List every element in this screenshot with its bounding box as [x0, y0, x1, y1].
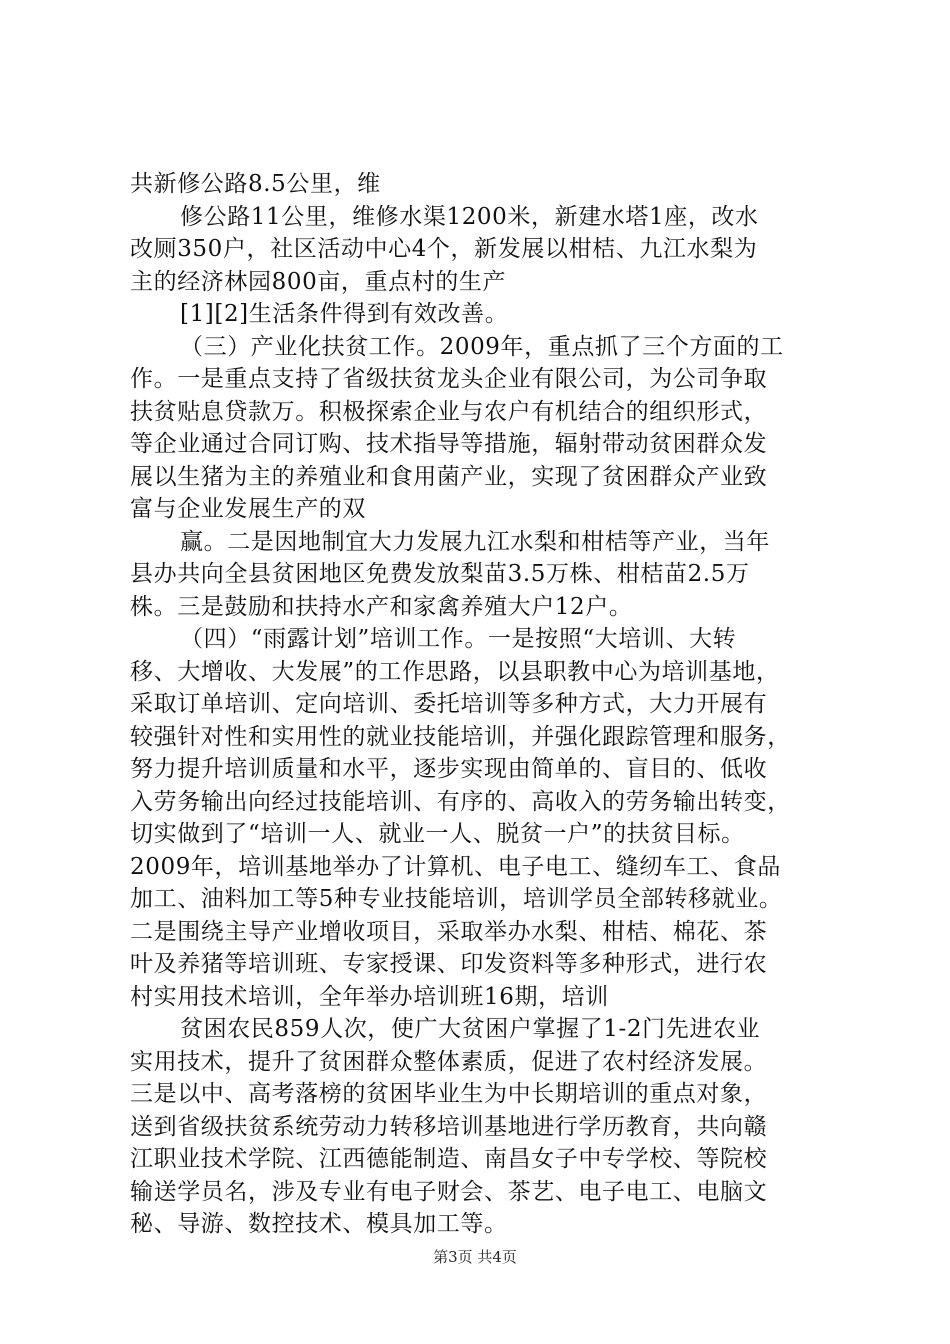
text-line: 输送学员名，涉及专业有电子财会、茶艺、电子电工、电脑文	[130, 1178, 768, 1205]
text-line: 江职业技术学院、江西德能制造、南昌女子中专学校、等院校	[130, 1146, 768, 1172]
text-line: 等企业通过合同订购、技术指导等措施，辐射带动贫困群众发	[130, 431, 768, 457]
document-body	[130, 168, 830, 1241]
text-line: 改厕350户，社区活动中心4个，新发展以柑桔、九江水梨为	[130, 236, 758, 262]
text-line: 展以生猪为主的养殖业和食用菌产业，实现了贫困群众产业致	[130, 463, 768, 490]
text-line: 贫困农民859人次，使广大贫困户掌握了1-2门先进农业	[180, 1016, 761, 1042]
text-line: 采取订单培训、定向培训、委托培训等多种方式，大力开展有	[130, 691, 768, 717]
text-line: 二是围绕主导产业增收项目，采取举办水梨、柑桔、棉花、茶	[130, 918, 768, 945]
text-line: 2009年，培训基地举办了计算机、电子电工、缝纫车工、食品	[130, 853, 781, 880]
text-line: 叶及养猪等培训班、专家授课、印发资料等多种形式，进行农	[130, 951, 768, 977]
text-line: 富与企业发展生产的双	[130, 496, 366, 522]
text-line: 共新修公路8.5公里，维	[130, 171, 381, 197]
text-line: 扶贫贴息贷款万。积极探索企业与农户有机结合的组织形式，	[130, 398, 768, 425]
page-number-footer: 第3页 共4页	[433, 1248, 517, 1266]
text-line: （三）产业化扶贫工作。2009年，重点抓了三个方面的工	[180, 333, 784, 360]
text-line: 努力提升培训质量和水平，逐步实现由简单的、盲目的、低收	[130, 756, 768, 782]
text-line: 入劳务输出向经过技能培训、有序的、高收入的劳务输出转变，	[130, 788, 791, 815]
text-line: （四）“雨露计划”培训工作。一是按照“大培训、大转	[180, 626, 737, 652]
text-line: 主的经济林园800亩，重点村的生产	[130, 268, 507, 295]
text-line: [1][2]生活条件得到有效改善。	[180, 301, 509, 327]
text-line: 实用技术，提升了贫困群众整体素质，促进了农村经济发展。	[130, 1048, 768, 1075]
text-line: 切实做到了“培训一人、就业一人、脱贫一户”的扶贫目标。	[130, 821, 745, 847]
text-line: 送到省级扶贫系统劳动力转移培训基地进行学历教育，共向赣	[130, 1113, 768, 1140]
text-line: 三是以中、高考落榜的贫困毕业生为中长期培训的重点对象，	[130, 1081, 768, 1107]
text-line: 移、大增收、大发展”的工作思路，以县职教中心为培训基地，	[130, 658, 780, 685]
text-line: 村实用技术培训，全年举办培训班16期，培训	[130, 983, 609, 1010]
text-line: 作。一是重点支持了省级扶贫龙头企业有限公司，为公司争取	[130, 366, 768, 392]
text-line: 较强针对性和实用性的就业技能培训，并强化跟踪管理和服务，	[130, 723, 791, 750]
text-line: 株。三是鼓励和扶持水产和家禽养殖大户12户。	[130, 593, 633, 620]
text-line: 赢。二是因地制宜大力发展九江水梨和柑桔等产业，当年	[180, 528, 770, 555]
text-line: 加工、油料加工等5种专业技能培训，培训学员全部转移就业。	[130, 886, 783, 912]
text-line: 修公路11公里，维修水渠1200米，新建水塔1座，改水	[180, 203, 759, 230]
text-line: 县办共向全县贫困地区免费发放梨苗3.5万株、柑桔苗2.5万	[130, 561, 750, 587]
text-line: 秘、导游、数控技术、模具加工等。	[130, 1211, 508, 1237]
